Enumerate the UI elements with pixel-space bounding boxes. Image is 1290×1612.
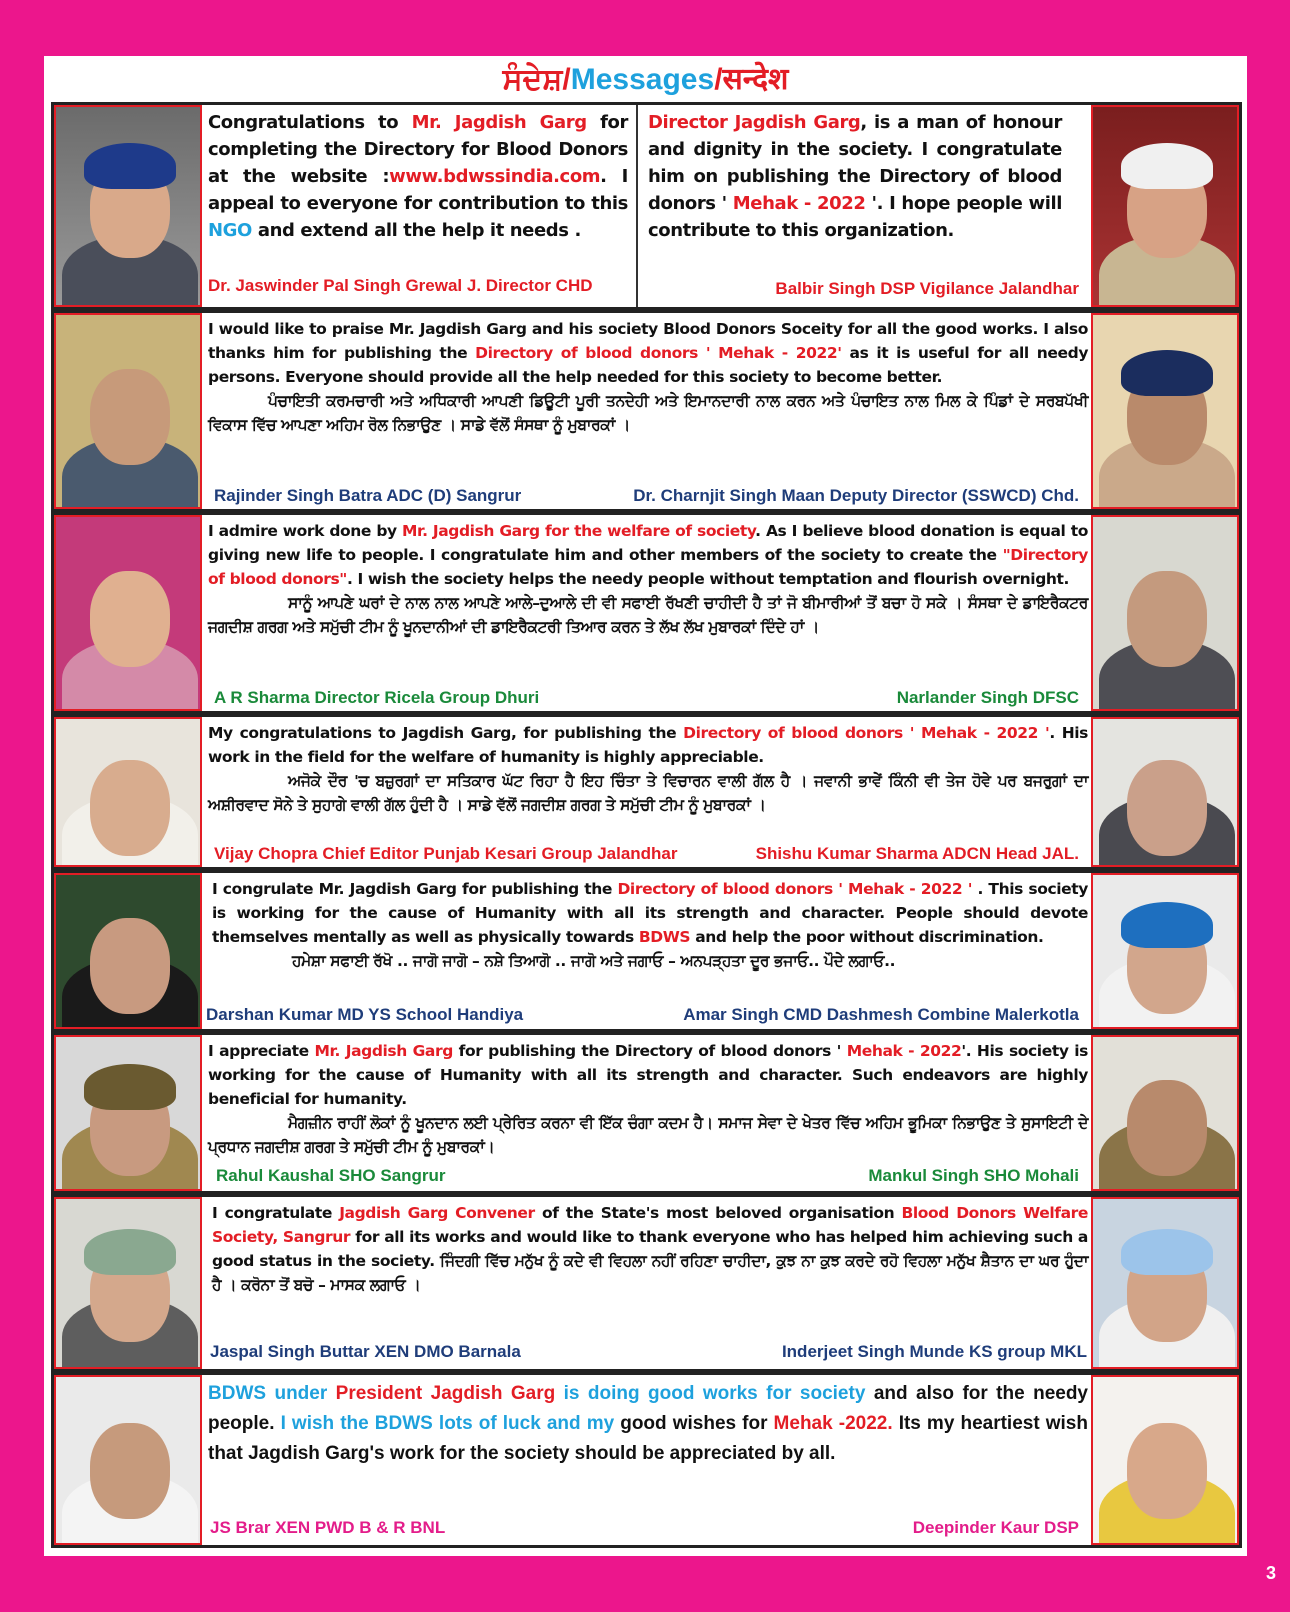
photo-left xyxy=(54,515,202,711)
signature-right: Mankul Singh SHO Mohali xyxy=(868,1166,1079,1185)
title-english: Messages xyxy=(570,63,715,96)
signature-left: Rajinder Singh Batra ADC (D) Sangrur xyxy=(214,486,522,505)
photo-right xyxy=(1091,1035,1239,1191)
signature-right: Dr. Charnjit Singh Maan Deputy Director (SSWCD) Chd. xyxy=(633,486,1079,505)
message-row xyxy=(51,1372,1242,1548)
photo-right xyxy=(1091,105,1239,307)
title-hindi: सन्देश xyxy=(722,63,789,96)
message-row xyxy=(51,1194,1242,1372)
photo-right xyxy=(1091,515,1239,711)
page-number: 3 xyxy=(1265,1563,1276,1583)
column-divider xyxy=(636,105,638,307)
message-row xyxy=(51,1032,1242,1194)
message-text: I appreciate Mr. Jagdish Garg for publishing the Directory of blood donors ' Mehak - 2022'. His society is working for the cause of Humanity with all its strength and character. Such endeavors are highly beneficial for humanity. ਮੈਗਜ਼ੀਨ ਰਾਹੀਂ ਲੋਕਾਂ ਨੂੰ ਖੂਨਦਾਨ ਲਈ ਪ੍ਰੇਰਿਤ ਕਰਨਾ ਵੀ ਇੱਕ ਚੰਗਾ ਕਦਮ ਹੈ। ਸਮਾਜ ਸੇਵਾ ਦੇ ਖੇਤਰ ਵਿੱਚ ਅਹਿਮ ਭੂਮਿਕਾ ਨਿਭਾਉਣ ਤੇ ਸੁਸਾਇਟੀ ਦੇ ਪ੍ਰਧਾਨ ਜਗਦੀਸ਼ ਗਰਗ ਤੇ ਸਮੁੱਚੀ ਟੀਮ ਨੂੰ ਮੁਬਾਰਕਾਂ। xyxy=(208,1039,1088,1159)
photo-left xyxy=(54,313,202,509)
message-row xyxy=(51,310,1242,512)
page xyxy=(44,56,1247,1556)
signature-left: Jaspal Singh Buttar XEN DMO Barnala xyxy=(210,1342,521,1361)
punjabi-text: ਸਾਨੂੰ ਆਪਣੇ ਘਰਾਂ ਦੇ ਨਾਲ ਨਾਲ ਆਪਣੇ ਆਲੇ–ਦੁਆਲੇ ਦੀ ਵੀ ਸਫਾਈ ਰੱਖਣੀ ਚਾਹੀਦੀ ਹੈ ਤਾਂ ਜੋ ਬੀਮਾਰੀਆਂ ਤੋਂ ਬਚਾ ਹੋ ਸਕੇ । ਸੰਸਥਾ ਦੇ ਡਾਇਰੈਕਟਰ ਜਗਦੀਸ਼ ਗਰਗ ਅਤੇ ਸਮੁੱਚੀ ਟੀਮ ਨੂੰ ਖੂਨਦਾਨੀਆਂ ਦੀ ਡਾਇਰੈਕਟਰੀ ਤਿਆਰ ਕਰਨ ਤੇ ਲੱਖ ਲੱਖ ਮੁਬਾਰਕਾਂ ਦਿੰਦੇ ਹਾਂ । xyxy=(208,594,1088,636)
photo-right xyxy=(1091,1375,1239,1545)
message-row xyxy=(51,102,1242,310)
photo-right xyxy=(1091,873,1239,1029)
punjabi-text: ਹਮੇਸ਼ਾ ਸਫਾਈ ਰੱਖੋ .. ਜਾਗੋ ਜਾਗੋ – ਨਸ਼ੇ ਤਿਆਗੋ .. ਜਾਗੋ ਅਤੇ ਜਗਾਓ – ਅਨਪੜ੍ਹਤਾ ਦੂਰ ਭਜਾਓ.. ਪੌਦੇ ਲਗਾਓ.. xyxy=(292,952,896,970)
message-row xyxy=(51,870,1242,1032)
photo-right xyxy=(1091,313,1239,509)
page-title xyxy=(44,62,1247,98)
photo-left xyxy=(54,1035,202,1191)
message-text: I congrulate Mr. Jagdish Garg for publishing the Directory of blood donors ' Mehak - 2022 ' . This society is working for the cause of Humanity with all its strength and character. People should devote themselves mentally as well as physically towards BDWS and help the poor without discrimination. ਹਮੇਸ਼ਾ ਸਫਾਈ ਰੱਖੋ .. ਜਾਗੋ ਜਾਗੋ – ਨਸ਼ੇ ਤਿਆਗੋ .. ਜਾਗੋ ਅਤੇ ਜਗਾਓ – ਅਨਪੜ੍ਹਤਾ ਦੂਰ ਭਜਾਓ.. ਪੌਦੇ ਲਗਾਓ.. xyxy=(212,877,1088,973)
photo-right xyxy=(1091,717,1239,867)
message-text: Director Jagdish Garg, is a man of honour and dignity in the society. I congratulate him on publishing the Directory of blood donors ' Mehak - 2022 '. I hope people will contribute to this organization. xyxy=(648,112,1063,241)
punjabi-text: ਪੰਚਾਇਤੀ ਕਰਮਚਾਰੀ ਅਤੇ ਅਧਿਕਾਰੀ ਆਪਣੀ ਡਿਊਟੀ ਪੂਰੀ ਤਨਦੇਹੀ ਅਤੇ ਇਮਾਨਦਾਰੀ ਨਾਲ ਕਰਨ ਅਤੇ ਪੰਚਾਇਤ ਨਾਲ ਮਿਲ ਕੇ ਪਿੰਡਾਂ ਦੇ ਸਰਬਪੱਖੀ ਵਿਕਾਸ ਵਿੱਚ ਆਪਣਾ ਅਹਿਮ ਰੋਲ ਨਿਭਾਉਣ । ਸਾਡੇ ਵੱਲੋਂ ਸੰਸਥਾ ਨੂੰ ਮੁਬਾਰਕਾਂ । xyxy=(208,392,1088,434)
signature-left: Dr. Jaswinder Pal Singh Grewal J. Director CHD xyxy=(208,276,593,295)
punjabi-text: ਅਜੋਕੇ ਦੌਰ 'ਚ ਬਜ਼ੁਰਗਾਂ ਦਾ ਸਤਿਕਾਰ ਘੱਟ ਰਿਹਾ ਹੈ ਇਹ ਚਿੰਤਾ ਤੇ ਵਿਚਾਰਨ ਵਾਲੀ ਗੱਲ ਹੈ । ਜਵਾਨੀ ਭਾਵੇਂ ਕਿੰਨੀ ਵੀ ਤੇਜ ਹੋਵੇ ਪਰ ਬਜਰੁਗਾਂ ਦਾ ਅਸ਼ੀਰਵਾਦ ਸੋਨੇ ਤੇ ਸੁਹਾਗੇ ਵਾਲੀ ਗੱਲ ਹੁੰਦੀ ਹੈ । ਸਾਡੇ ਵੱਲੋਂ ਜਗਦੀਸ਼ ਗਰਗ ਤੇ ਸਮੁੱਚੀ ਟੀਮ ਨੂੰ ਮੁਬਾਰਕਾਂ । xyxy=(208,772,1088,814)
signature-right: Amar Singh CMD Dashmesh Combine Malerkotla xyxy=(683,1005,1079,1024)
message-text: I admire work done by Mr. Jagdish Garg for the welfare of society. As I believe blood donation is equal to giving new life to people. I congratulate him and other members of the society to create the "Directory of blood donors". I wish the society helps the needy people without temptation and flourish overnight. ਸਾਨੂੰ ਆਪਣੇ ਘਰਾਂ ਦੇ ਨਾਲ ਨਾਲ ਆਪਣੇ ਆਲੇ–ਦੁਆਲੇ ਦੀ ਵੀ ਸਫਾਈ ਰੱਖਣੀ ਚਾਹੀਦੀ ਹੈ ਤਾਂ ਜੋ ਬੀਮਾਰੀਆਂ ਤੋਂ ਬਚਾ ਹੋ ਸਕੇ । ਸੰਸਥਾ ਦੇ ਡਾਇਰੈਕਟਰ ਜਗਦੀਸ਼ ਗਰਗ ਅਤੇ ਸਮੁੱਚੀ ਟੀਮ ਨੂੰ ਖੂਨਦਾਨੀਆਂ ਦੀ ਡਾਇਰੈਕਟਰੀ ਤਿਆਰ ਕਰਨ ਤੇ ਲੱਖ ਲੱਖ ਮੁਬਾਰਕਾਂ ਦਿੰਦੇ ਹਾਂ । xyxy=(208,519,1088,639)
photo-right xyxy=(1091,1197,1239,1369)
signature-right: Deepinder Kaur DSP xyxy=(912,1518,1079,1537)
photo-left xyxy=(54,873,202,1029)
title-sep: / xyxy=(562,63,571,96)
message-text: I would like to praise Mr. Jagdish Garg and his society Blood Donors Soceity for all the good works. I also thanks him for publishing the Directory of blood donors ' Mehak - 2022' as it is useful for all needy persons. Everyone should provide all the help needed for this society to become better. ਪੰਚਾਇਤੀ ਕਰਮਚਾਰੀ ਅਤੇ ਅਧਿਕਾਰੀ ਆਪਣੀ ਡਿਊਟੀ ਪੂਰੀ ਤਨਦੇਹੀ ਅਤੇ ਇਮਾਨਦਾਰੀ ਨਾਲ ਕਰਨ ਅਤੇ ਪੰਚਾਇਤ ਨਾਲ ਮਿਲ ਕੇ ਪਿੰਡਾਂ ਦੇ ਸਰਬਪੱਖੀ ਵਿਕਾਸ ਵਿੱਚ ਆਪਣਾ ਅਹਿਮ ਰੋਲ ਨਿਭਾਉਣ । ਸਾਡੇ ਵੱਲੋਂ ਸੰਸਥਾ ਨੂੰ ਮੁਬਾਰਕਾਂ । xyxy=(208,317,1088,437)
title-punjabi: ਸੰਦੇਸ਼ xyxy=(502,63,563,96)
signature-right: Shishu Kumar Sharma ADCN Head JAL. xyxy=(755,844,1079,863)
photo-left xyxy=(54,1375,202,1545)
message-row xyxy=(51,714,1242,870)
message-text: BDWS under President Jagdish Garg is doing good works for society and also for the needy people. I wish the BDWS lots of luck and my good wishes for Mehak -2022. Its my heartiest wish that Jagdish Garg's work for the society should be appreciated by all. xyxy=(208,1383,1089,1464)
photo-left xyxy=(54,1197,202,1369)
signature-right: Inderjeet Singh Munde KS group MKL xyxy=(781,1342,1087,1361)
message-text: Congratulations to Mr. Jagdish Garg for completing the Directory for Blood Donors at the website :www.bdwssindia.com. I appeal to everyone for contribution to this NGO and extend all the help it needs . xyxy=(208,112,628,241)
signature-right: Balbir Singh DSP Vigilance Jalandhar xyxy=(775,279,1079,298)
photo-left xyxy=(54,105,202,307)
signature-left: A R Sharma Director Ricela Group Dhuri xyxy=(214,688,540,707)
signature-left: Darshan Kumar MD YS School Handiya xyxy=(206,1005,524,1024)
signature-left: Vijay Chopra Chief Editor Punjab Kesari Group Jalandhar xyxy=(214,844,678,863)
photo-left xyxy=(54,717,202,867)
signature-right: Narlander Singh DFSC xyxy=(896,688,1079,707)
message-row xyxy=(51,512,1242,714)
signature-left: JS Brar XEN PWD B & R BNL xyxy=(210,1518,446,1537)
title-sep: / xyxy=(714,63,723,96)
signature-left: Rahul Kaushal SHO Sangrur xyxy=(216,1166,446,1185)
message-text: I congratulate Jagdish Garg Convener of the State's most beloved organisation Blood Donors Welfare Society, Sangrur for all its works and would like to thank everyone who has helped him achieving such a good status in the society. ਜਿੰਦਗੀ ਵਿੱਚ ਮਨੁੱਖ ਨੂੰ ਕਦੇ ਵੀ ਵਿਹਲਾ ਨਹੀਂ ਰਹਿਣਾ ਚਾਹੀਦਾ, ਕੁਝ ਨਾ ਕੁਝ ਕਰਦੇ ਰਹੋ ਵਿਹਲਾ ਮਨੁੱਖ ਸ਼ੈਤਾਨ ਦਾ ਘਰ ਹੁੰਦਾ ਹੈ । ਕਰੋਨਾ ਤੋਂ ਬਚੋ – ਮਾਸਕ ਲਗਾਓ । xyxy=(212,1204,1089,1294)
punjabi-text: ਮੈਗਜ਼ੀਨ ਰਾਹੀਂ ਲੋਕਾਂ ਨੂੰ ਖੂਨਦਾਨ ਲਈ ਪ੍ਰੇਰਿਤ ਕਰਨਾ ਵੀ ਇੱਕ ਚੰਗਾ ਕਦਮ ਹੈ। ਸਮਾਜ ਸੇਵਾ ਦੇ ਖੇਤਰ ਵਿੱਚ ਅਹਿਮ ਭੂਮਿਕਾ ਨਿਭਾਉਣ ਤੇ ਸੁਸਾਇਟੀ ਦੇ ਪ੍ਰਧਾਨ ਜਗਦੀਸ਼ ਗਰਗ ਤੇ ਸਮੁੱਚੀ ਟੀਮ ਨੂੰ ਮੁਬਾਰਕਾਂ। xyxy=(208,1114,1088,1156)
message-text: My congratulations to Jagdish Garg, for publishing the Directory of blood donors ' Mehak - 2022 '. His work in the field for the welfare of humanity is highly appreciable. ਅਜੋਕੇ ਦੌਰ 'ਚ ਬਜ਼ੁਰਗਾਂ ਦਾ ਸਤਿਕਾਰ ਘੱਟ ਰਿਹਾ ਹੈ ਇਹ ਚਿੰਤਾ ਤੇ ਵਿਚਾਰਨ ਵਾਲੀ ਗੱਲ ਹੈ । ਜਵਾਨੀ ਭਾਵੇਂ ਕਿੰਨੀ ਵੀ ਤੇਜ ਹੋਵੇ ਪਰ ਬਜਰੁਗਾਂ ਦਾ ਅਸ਼ੀਰਵਾਦ ਸੋਨੇ ਤੇ ਸੁਹਾਗੇ ਵਾਲੀ ਗੱਲ ਹੁੰਦੀ ਹੈ । ਸਾਡੇ ਵੱਲੋਂ ਜਗਦੀਸ਼ ਗਰਗ ਤੇ ਸਮੁੱਚੀ ਟੀਮ ਨੂੰ ਮੁਬਾਰਕਾਂ । xyxy=(208,721,1088,817)
